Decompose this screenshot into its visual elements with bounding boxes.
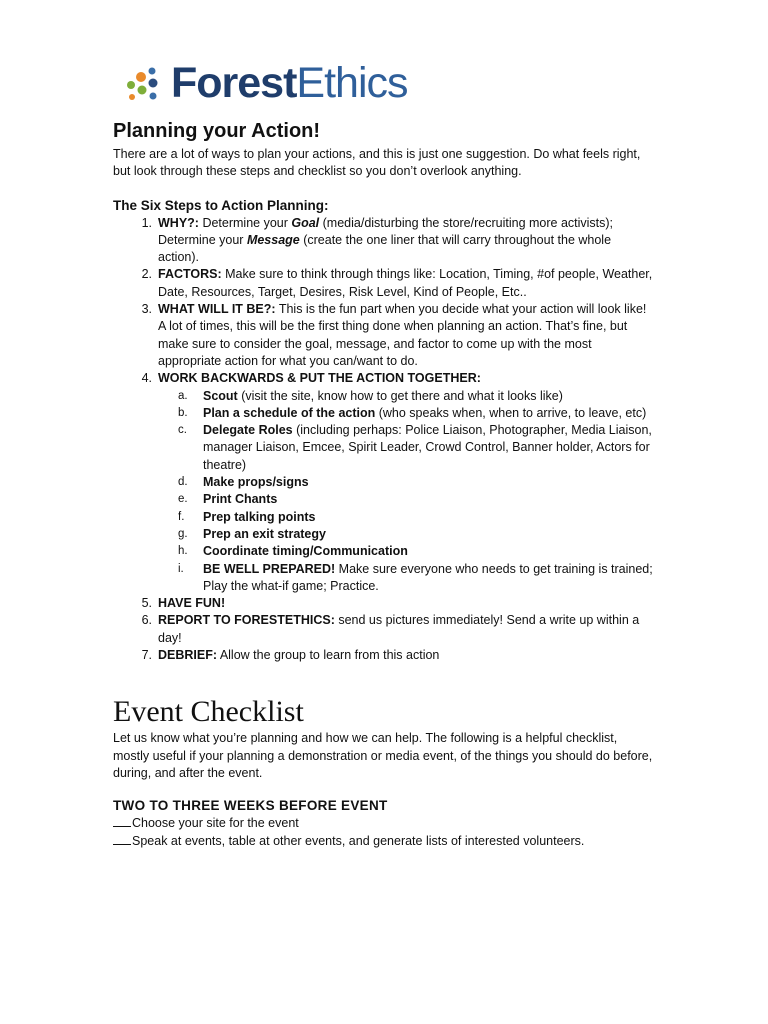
leaf-dot — [149, 79, 158, 88]
text-run: This is the fun part when you decide what your action will look like! A lot of times, this will be the first thing done when planning an action. That’s fine, but make sure to consider the goal, message, and factor to come up with the most appropriate action for what you can/want to do. — [158, 302, 647, 368]
planning-intro: There are a lot of ways to plan your actions, and this is just one suggestion. Do what feels right, but look through these steps and checklist so you don’t overlook anything. — [113, 147, 641, 179]
bold-text: WHAT WILL IT BE?: — [158, 302, 276, 317]
bold-text: WHY?: — [158, 215, 199, 230]
text-run: (including perhaps: Police Liaison, Photographer, Media Liaison, manager Liaison, Emcee, Spirit Leader, Crowd Control, Banner holder, Actors for theatre) — [203, 423, 652, 472]
checklist-item — [113, 833, 653, 850]
text-run: Determine your — [198, 215, 292, 230]
step-number: 6. — [141, 613, 152, 628]
substep-letter: a. — [178, 389, 188, 402]
bold-text: WORK BACKWARDS & PUT THE ACTION TOGETHER: — [158, 371, 481, 386]
substep-letter: d. — [178, 476, 188, 489]
section-heading-two-three-weeks: TWO TO THREE WEEKS BEFORE EVENT — [113, 798, 388, 814]
bold-text: Prep an exit strategy — [203, 526, 326, 541]
leaf-dot — [138, 86, 147, 95]
bold-text: BE WELL PREPARED! — [203, 561, 336, 576]
text-run: send us pictures immediately! Send a write up within a day! — [158, 613, 640, 645]
step-number: 1. — [141, 215, 152, 230]
step-item — [113, 595, 653, 612]
leaf-dot — [136, 72, 146, 82]
leaf-dot — [127, 81, 135, 89]
substep-item — [158, 509, 653, 526]
substep-letter: b. — [178, 406, 188, 419]
bold-text: REPORT TO FORESTETHICS: — [158, 613, 335, 628]
step-item — [113, 647, 653, 664]
logo-word-ethics: Ethics — [296, 59, 408, 107]
logo-word-forest: Forest — [171, 59, 297, 107]
substep-item — [158, 561, 653, 596]
step-number: 5. — [141, 596, 152, 611]
forestethics-logo — [123, 60, 408, 106]
checklist-task-list — [113, 815, 653, 850]
step-number: 2. — [141, 267, 152, 282]
substep-letter: g. — [178, 527, 188, 540]
text-run: (create the one liner that will carry throughout the whole action). — [158, 232, 612, 265]
text-run: Make sure everyone who needs to get training is trained; Play the what-if game; Practice. — [203, 561, 653, 593]
text-run: (who speaks when, when to arrive, to leave, etc) — [375, 405, 647, 420]
event-checklist-intro: Let us know what you’re planning and how we can help. The following is a helpful checklist, mostly useful if your planning a demonstration or media event, of the things you should do before, during, and after the event. — [113, 731, 653, 780]
bold-text: DEBRIEF: — [158, 648, 218, 663]
checkbox-blank-line — [113, 815, 131, 827]
bold-text: Prep talking points — [203, 509, 316, 524]
step-number: 3. — [141, 302, 152, 317]
substep-item — [158, 405, 653, 422]
substep-item — [158, 526, 653, 543]
checklist-item — [113, 815, 653, 832]
substep-letter: c. — [178, 424, 187, 437]
bold-text: Scout — [203, 388, 238, 403]
text-run: (visit the site, know how to get there and what it looks like) — [237, 388, 563, 403]
bold-text: Print Chants — [203, 492, 278, 507]
step-item — [113, 370, 653, 595]
substep-list — [158, 388, 653, 596]
bold-text: Make props/signs — [203, 475, 309, 490]
event-checklist-title: Event Checklist — [113, 695, 304, 729]
six-steps-heading: The Six Steps to Action Planning: — [113, 197, 329, 213]
text-run: (media/disturbing the store/recruiting more activists); Determine your — [158, 215, 614, 247]
six-steps-list — [113, 215, 653, 665]
substep-letter: f. — [178, 510, 185, 523]
checklist-item-text: Choose your site for the event — [132, 816, 299, 831]
bold-text: FACTORS: — [158, 267, 222, 282]
leaf-dot — [150, 93, 157, 100]
bold-text: Goal — [291, 215, 320, 230]
planning-title: Planning your Action! — [113, 120, 321, 142]
substep-item — [158, 543, 653, 560]
text-run: Make sure to think through things like: Location, Timing, #of people, Weather, Date, Resources, Target, Desires, Risk Level, Kind of People, Etc.. — [158, 267, 653, 299]
step-number: 4. — [141, 371, 152, 386]
checkbox-blank-line — [113, 833, 131, 845]
step-item — [113, 301, 653, 370]
substep-letter: h. — [178, 545, 188, 558]
bold-text: Coordinate timing/Communication — [203, 544, 408, 559]
substep-item — [158, 422, 653, 474]
logo-wordmark — [171, 60, 408, 106]
leaf-dot — [149, 68, 156, 75]
substep-item — [158, 491, 653, 508]
bold-text: Message — [246, 232, 300, 247]
step-item — [113, 215, 653, 267]
bold-text: Plan a schedule of the action — [203, 405, 376, 420]
substep-letter: e. — [178, 493, 188, 506]
document-body — [113, 118, 653, 850]
step-number: 7. — [141, 648, 152, 663]
substep-item — [158, 474, 653, 491]
leaf-cluster-icon — [123, 63, 163, 103]
bold-text: HAVE FUN! — [158, 596, 226, 611]
substep-letter: i. — [178, 562, 184, 575]
substep-item — [158, 388, 653, 405]
step-item — [113, 612, 653, 647]
checklist-item-text: Speak at events, table at other events, and generate lists of interested volunteers. — [132, 833, 585, 848]
step-item — [113, 266, 653, 301]
bold-text: Delegate Roles — [203, 423, 293, 438]
text-run: Allow the group to learn from this action — [217, 648, 440, 663]
leaf-dot — [129, 94, 135, 100]
